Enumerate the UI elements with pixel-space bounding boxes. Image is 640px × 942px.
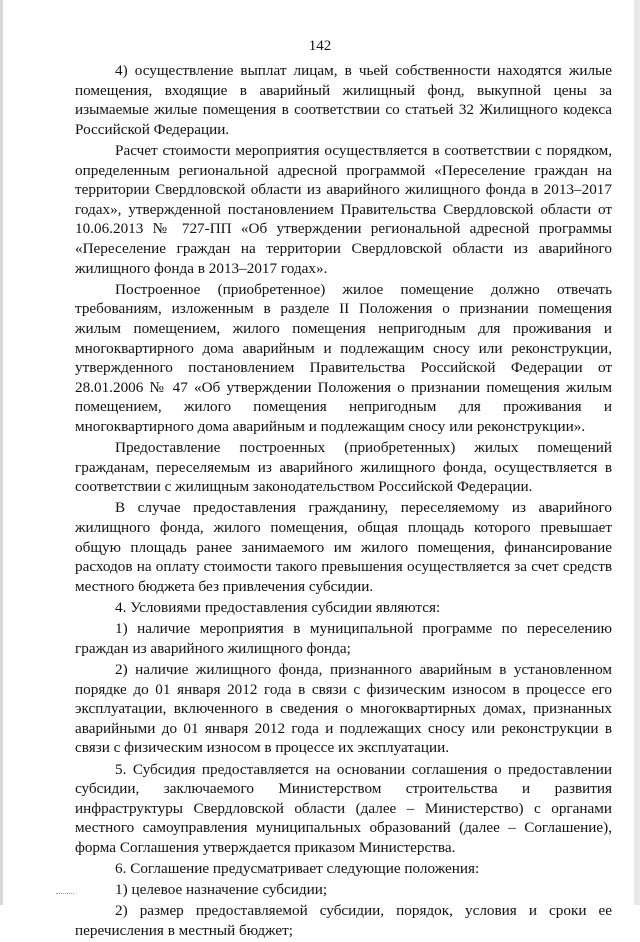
scan-artifact [56,893,74,896]
scan-edge-right [634,0,640,905]
paragraph-condition-2: 2) наличие жилищного фонда, признанного аварийным в установленном порядке до 01 января 2012 года в связи с физическим износом в процессе его эксплуатации, включенного в сведения о многоквартирных домах, признанных аварийными до 01 января 2012 года и подлежащих сносу или реконструкции в связи с физическим износом в процессе их эксплуатации. [75,660,612,757]
paragraph-housing-provision: Предоставление построенных (приобретенных) жилых помещений гражданам, переселяемым из аварийного жилищного фонда, осуществляется в соответствии с жилищным законодательством Российской Федерации. [75,439,612,496]
paragraph-provision-2: 2) размер предоставляемой субсидии, порядок, условия и сроки ее перечисления в местный бюджет; [75,902,612,940]
paragraph-provision-1: 1) целевое назначение субсидии; [115,881,328,899]
paragraph-section-6-heading: 6. Соглашение предусматривает следующие положения: [115,860,480,878]
paragraph-condition-1: 1) наличие мероприятия в муниципальной программе по переселению граждан из аварийного жилищного фонда; [75,620,612,657]
paragraph-section-5-agreement: 5. Субсидия предоставляется на основании соглашения о предоставлении субсидии, заключаемого Министерством строительства и развития инфраструктуры Свердловской области (далее – Министерство) с органами местного самоуправления муниципальных образований (далее – Соглашение), форма Соглашения утверждается приказом Министерства. [75,760,612,856]
paragraph-cost-calculation: Расчет стоимости мероприятия осуществляется в соответствии с порядком, определенным региональной адресной программой «Переселение граждан на территории Свердловской области из аварийного жилищного фонда в 2013–2017 годах», утвержденной постановлением Правительства Свердловской области от 10.06.2013 № 727-ПП «Об утверждении региональной адресной программы «Переселение граждан на территории Свердловской области из аварийного жилищного фонда в 2013–2017 годах». [75,141,612,277]
paragraph-housing-requirements: Построенное (приобретенное) жилое помещение должно отвечать требованиям, изложенным в разделе II Положения о признании помещения жилым помещением, жилого помещения непригодным для проживания и многоквартирного дома аварийным и подлежащим сносу или реконструкции, утвержденного постановлением Правительства Российской Федерации от 28.01.2006 № 47 «Об утверждении Положения о признании помещения жилым помещением, жилого помещения непригодным для проживания и многоквартирного дома аварийным и подлежащим сносу или реконструкции». [75,280,612,435]
scan-edge-left [0,0,3,905]
paragraph-section-4-heading: 4. Условиями предоставления субсидии являются: [115,599,441,616]
paragraph-item-4-payments: 4) осуществление выплат лицам, в чьей собственности находятся жилые помещения, входящие в аварийный жилищный фонд, выкупной цены за изымаемые жилые помещения в соответствии со статьей 32 Жилищного кодекса Российской Федерации. [75,62,612,138]
document-body [75,61,612,942]
paragraph-area-excess-financing: В случае предоставления гражданину, переселяемому из аварийного жилищного фонда, жилого помещения, общая площадь которого превышает общую площадь ранее занимаемого им жилого помещения, финансирование расходов на оплату стоимости такого превышения осуществляется за счет средств местного бюджета без привлечения субсидии. [75,499,612,595]
page-number: 142 [308,38,332,54]
